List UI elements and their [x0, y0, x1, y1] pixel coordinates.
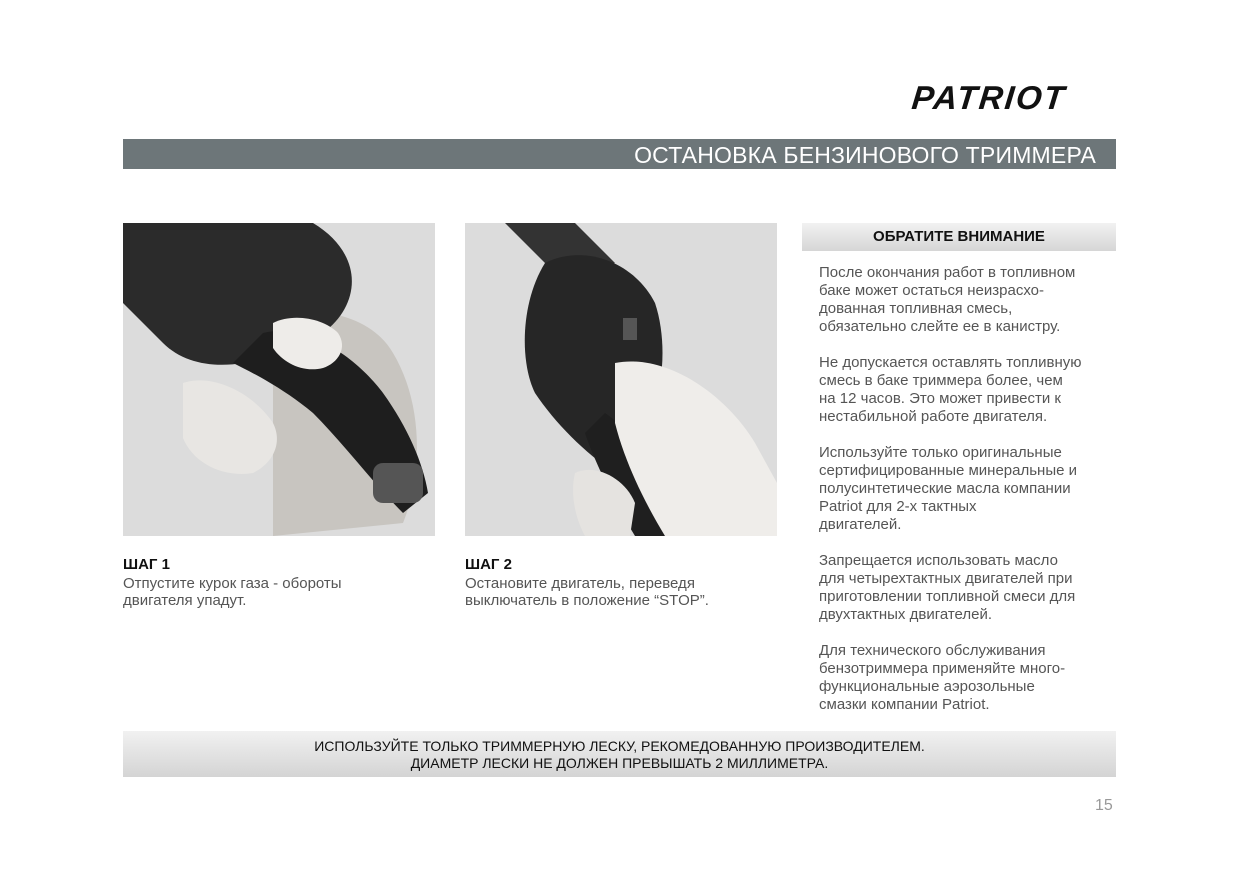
notice-line: бензотриммера применяйте много-	[819, 660, 1066, 677]
notice-paragraph	[819, 354, 1119, 426]
step1-photo	[123, 223, 435, 536]
notice-heading: ОБРАТИТЕ ВНИМАНИЕ	[873, 228, 1045, 245]
notice-line: Для технического обслуживания	[819, 642, 1046, 659]
notice-paragraph	[819, 444, 1119, 534]
notice-line: дованная топливная смесь,	[819, 300, 1013, 317]
step1-line: Отпустите курок газа - обороты	[123, 575, 342, 592]
step2-photo	[465, 223, 777, 536]
notice-body	[819, 264, 1119, 732]
notice-line: Запрещается использовать масло	[819, 552, 1058, 569]
notice-line: нестабильной работе двигателя.	[819, 408, 1048, 425]
notice-line: двигателей.	[819, 516, 902, 533]
step1-description	[123, 575, 423, 609]
trimmer-line-notice-line1: ИСПОЛЬЗУЙТЕ ТОЛЬКО ТРИММЕРНУЮ ЛЕСКУ, РЕКОМЕДОВАННУЮ ПРОИЗВОДИТЕЛЕМ.	[314, 738, 925, 754]
notice-line: для четырехтактных двигателей при	[819, 570, 1073, 587]
notice-line: полусинтетические масла компании	[819, 480, 1071, 497]
notice-line: смесь в баке триммера более, чем	[819, 372, 1063, 389]
step2-description	[465, 575, 765, 609]
notice-line: Patriot для 2-х тактных	[819, 498, 977, 515]
trimmer-line-notice-line2: ДИАМЕТР ЛЕСКИ НЕ ДОЛЖЕН ПРЕВЫШАТЬ 2 МИЛЛИМЕТРА.	[410, 755, 829, 771]
notice-line: Не допускается оставлять топливную	[819, 354, 1082, 371]
notice-line: После окончания работ в топливном	[819, 264, 1076, 281]
patriot-logo: PATRIOT	[910, 79, 1068, 116]
notice-line: баке может остаться неизрасхо-	[819, 282, 1044, 299]
notice-line: сертифицированные минеральные и	[819, 462, 1078, 479]
notice-line: приготовлении топливной смеси для	[819, 588, 1076, 605]
page-number: 15	[1095, 797, 1113, 814]
notice-line: двухтактных двигателей.	[819, 606, 993, 623]
notice-line: Используйте только оригинальные	[819, 444, 1062, 461]
trimmer-switch-hand-image	[465, 223, 777, 536]
notice-line: обязательно слейте ее в канистру.	[819, 318, 1061, 335]
step2-line: Остановите двигатель, переведя	[465, 575, 695, 592]
notice-paragraph	[819, 642, 1119, 714]
section-title-bar	[123, 139, 1116, 169]
notice-line: смазки компании Patriot.	[819, 696, 990, 713]
step1-title: ШАГ 1	[123, 556, 170, 573]
notice-paragraph	[819, 552, 1119, 624]
trimmer-line-notice	[123, 731, 1116, 777]
step2-line: выключатель в положение “STOP”.	[465, 592, 709, 609]
notice-line: функциональные аэрозольные	[819, 678, 1035, 695]
step2-title: ШАГ 2	[465, 556, 512, 573]
notice-line: на 12 часов. Это может привести к	[819, 390, 1061, 407]
step1-line: двигателя упадут.	[123, 592, 247, 609]
section-title: ОСТАНОВКА БЕНЗИНОВОГО ТРИММЕРА	[634, 142, 1096, 168]
notice-paragraph	[819, 264, 1119, 336]
notice-heading-bar	[802, 223, 1116, 251]
trimmer-handle-hand-image	[123, 223, 435, 536]
